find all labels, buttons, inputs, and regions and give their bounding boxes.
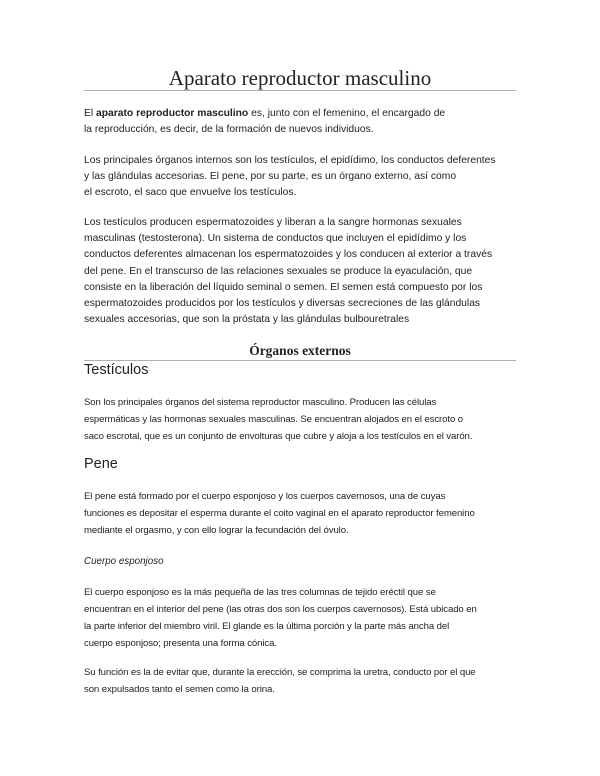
paragraph-line: funciones es depositar el esperma durante el coito vaginal en el aparato reproductor femenino <box>84 508 475 519</box>
paragraph-line: El cuerpo esponjoso es la más pequeña de las tres columnas de tejido eréctil que se <box>84 587 436 598</box>
paragraph-line: Los principales órganos internos son los testículos, el epidídimo, los conductos deferentes <box>84 155 496 166</box>
paragraph-line: saco escrotal, que es un conjunto de envolturas que cubre y aloja a los testículos en el varón. <box>84 431 473 442</box>
paragraph-line: el escroto, el saco que envuelve los testículos. <box>84 187 297 199</box>
paragraph-line: la parte inferior del miembro viril. El glande es la última porción y la parte más ancha del <box>84 621 450 632</box>
organs-paragraph <box>84 153 520 202</box>
paragraph-line: Su función es la de evitar que, durante la erección, se comprima la uretra, conducto por el que <box>84 667 476 678</box>
pene-paragraph <box>84 488 520 539</box>
title-divider <box>84 90 516 91</box>
paragraph-line: Son los principales órganos del sistema reproductor masculino. Producen las células <box>84 397 437 408</box>
intro-paragraph <box>84 106 520 138</box>
heading-cuerpo-esponjoso: Cuerpo esponjoso <box>84 556 164 567</box>
paragraph-line: masculinas (testosterona). Un sistema de conductos que incluyen el epidídimo y los <box>84 233 467 245</box>
intro-suffix: es, junto con el femenino, el encargado de <box>248 108 446 119</box>
heading-testiculos: Testículos <box>84 362 149 378</box>
page-title: Aparato reproductor masculino <box>168 66 432 90</box>
paragraph-line: sexuales accesorias, que son la próstata y las glándulas bulbouretrales <box>84 314 410 326</box>
heading-pene: Pene <box>84 456 118 472</box>
section-divider <box>84 360 516 361</box>
cuerpo-paragraph-2 <box>84 664 520 698</box>
paragraph-line: del pene. En el transcurso de las relaciones sexuales se produce la eyaculación, que <box>84 265 473 277</box>
intro-line-2: la reproducción, es decir, de la formación de nuevos individuos. <box>84 124 374 136</box>
paragraph-line: Los testículos producen espermatozoides y liberan a la sangre hormonas sexuales <box>84 217 462 228</box>
paragraph-line: son expulsados tanto el semen como la orina. <box>84 684 275 695</box>
section-title: Órganos externos <box>249 343 351 358</box>
intro-prefix: El <box>84 108 97 119</box>
function-paragraph <box>84 215 520 328</box>
paragraph-line: y las glándulas accesorias. El pene, por su parte, es un órgano externo, así como <box>84 171 457 183</box>
paragraph-line: espermatozoides producidos por los testículos y diversas secreciones de las glándulas <box>84 298 481 310</box>
testiculos-paragraph <box>84 394 520 445</box>
paragraph-line: conductos deferentes almacenan los espermatozoides y los conducen al exterior a través <box>84 249 493 261</box>
paragraph-line: encuentran en el interior del pene (las otras dos son los cuerpos cavernosos). Está ubicado en <box>84 604 477 615</box>
intro-bold-term: aparato reproductor masculino <box>96 108 249 119</box>
paragraph-line: mediante el orgasmo, y con ello lograr la fecundación del óvulo. <box>84 525 349 536</box>
paragraph-line: espermáticas y las hormonas sexuales masculinas. Se encuentran alojados en el escroto o <box>84 414 463 425</box>
paragraph-line: cuerpo esponjoso; presenta una forma cónica. <box>84 638 277 649</box>
paragraph-line: El pene está formado por el cuerpo esponjoso y los cuerpos cavernosos, una de cuyas <box>84 491 446 502</box>
paragraph-line: consiste en la liberación del líquido seminal o semen. El semen está compuesto por los <box>84 281 483 293</box>
cuerpo-paragraph-1 <box>84 584 520 652</box>
